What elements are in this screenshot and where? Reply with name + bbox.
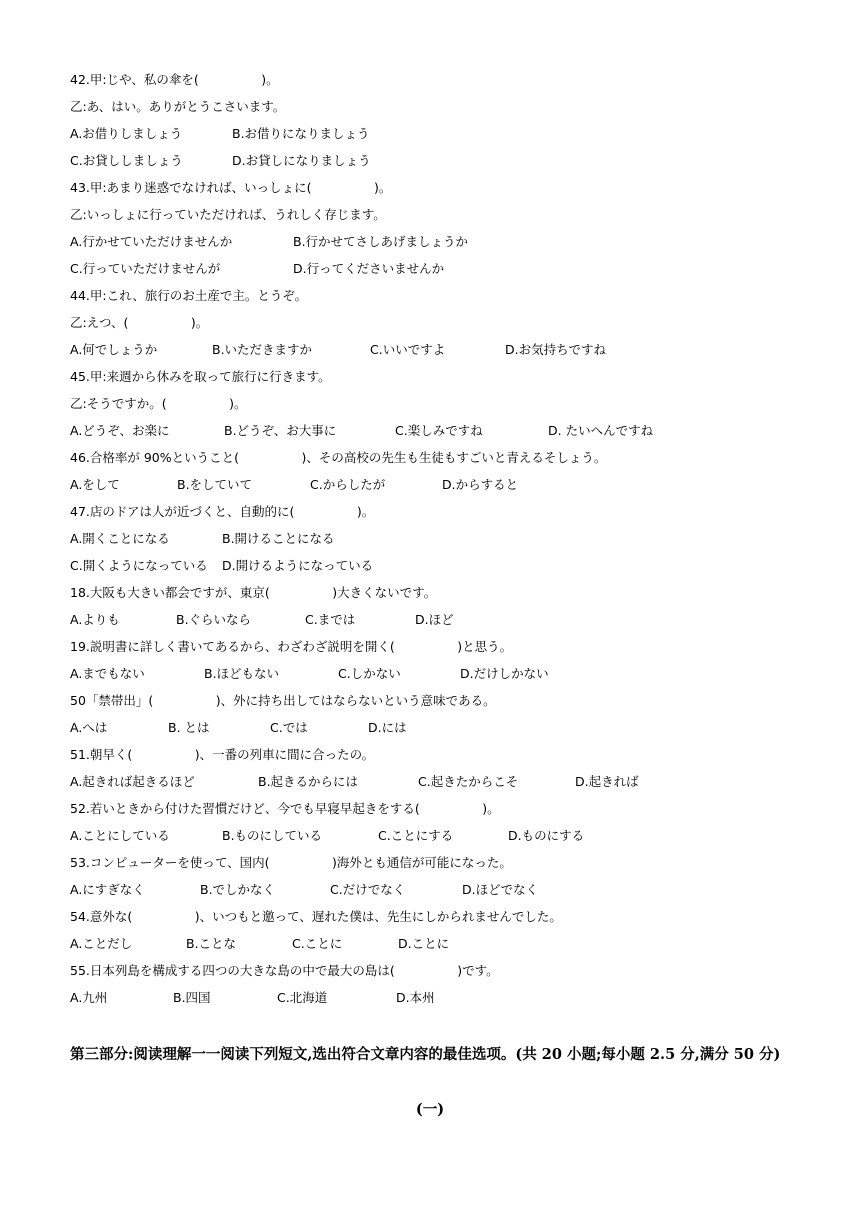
answer-option: B.どうぞ、お大事に — [224, 423, 337, 438]
answer-option: D.本州 — [396, 990, 435, 1005]
answer-option: A.ことだし — [70, 936, 133, 951]
answer-option: B.起きるからには — [258, 774, 359, 789]
answer-option: C.北海道 — [277, 990, 328, 1005]
question-stem: 43.甲:あまり迷惑でなければ、いっしょに( )。 — [70, 180, 392, 195]
answer-option: D.行ってくださいませんか — [293, 261, 445, 276]
answer-option: B.いただきますか — [212, 342, 313, 357]
answer-option: C.ことにする — [378, 828, 454, 843]
answer-option: B.でしかなく — [200, 882, 276, 897]
answer-option: D.には — [368, 720, 407, 735]
answer-option: D.だけしかない — [460, 666, 549, 681]
answer-option: A.九州 — [70, 990, 108, 1005]
answer-option: B.をしていて — [177, 477, 253, 492]
answer-option: D.からすると — [442, 477, 519, 492]
answer-option: C.起きたからこそ — [418, 774, 519, 789]
answer-option: B.ものにしている — [222, 828, 323, 843]
answer-option: C.からしたが — [310, 477, 386, 492]
answer-option: B.ことな — [186, 936, 237, 951]
answer-option: A.何でしょうか — [70, 342, 158, 357]
answer-option: C.しかない — [338, 666, 401, 681]
question-stem: 47.店のドアは人が近づくと、自動的に( )。 — [70, 504, 375, 519]
question-dialogue-line: 乙:そうですか。( )。 — [70, 396, 247, 411]
answer-option: B.行かせてさしあげましょうか — [293, 234, 469, 249]
subsection-marker: (一) — [415, 1101, 445, 1118]
question-dialogue-line: 乙:えつ、( )。 — [70, 315, 209, 330]
answer-option: C.だけでなく — [330, 882, 406, 897]
question-stem: 52.若いときから付けた習慣だけど、今でも早寝早起きをする( )。 — [70, 801, 500, 816]
answer-option: A.ことにしている — [70, 828, 170, 843]
answer-option: D.ことに — [398, 936, 450, 951]
answer-option: A.をして — [70, 477, 120, 492]
answer-option: A.までもない — [70, 666, 145, 681]
question-stem: 19.説明書に詳しく書いてあるから、わざわざ説明を開く( )と思う。 — [70, 639, 513, 654]
answer-option: A.へは — [70, 720, 108, 735]
question-stem: 51.朝早く( )、一番の列車に間に合ったの。 — [70, 747, 375, 762]
question-stem: 55.日本列島を構成する四つの大きな島の中で最大の島は( )です。 — [70, 963, 499, 978]
question-stem: 46.合格率が 90%ということ( )、その高校の先生も生徒もすごいと青えるそしょう。 — [70, 450, 607, 465]
question-stem: 18.大阪も大きい都会ですが、東京( )大きくないです。 — [70, 585, 437, 600]
section-heading: 第三部分:阅读理解一一阅读下列短文,选出符合文章内容的最佳选项。(共 20 小题;每小题 2.5 分,满分 50 分) — [70, 1046, 781, 1063]
answer-option: D. たいへんですね — [548, 423, 654, 438]
answer-option: A.よりも — [70, 612, 120, 627]
answer-option: D.お貸しになりましょう — [232, 153, 371, 168]
answer-option: D.ほどでなく — [462, 882, 539, 897]
answer-option: C.ことに — [292, 936, 343, 951]
answer-option: D.ものにする — [508, 828, 585, 843]
answer-option: D.開けるようになっている — [222, 558, 374, 573]
question-dialogue-line: 乙:いっしょに行っていただければ、うれしく存じます。 — [70, 207, 386, 222]
answer-option: B. とは — [168, 720, 210, 735]
answer-option: B.ぐらいなら — [176, 612, 252, 627]
answer-option: C.楽しみですね — [395, 423, 483, 438]
answer-option: D.起きれば — [575, 774, 639, 789]
question-stem: 50「禁帯出」( )、外に持ち出してはならないという意味である。 — [70, 693, 496, 708]
answer-option: A.起きれば起きるほど — [70, 774, 195, 789]
answer-option: A.お借りしましょう — [70, 126, 183, 141]
answer-option: C.開くようになっている — [70, 558, 208, 573]
answer-option: B.四国 — [173, 990, 211, 1005]
answer-option: D.ほど — [415, 612, 454, 627]
answer-option: A.行かせていただけませんか — [70, 234, 233, 249]
answer-option: D.お気持ちですね — [505, 342, 606, 357]
answer-option: C.いいですよ — [370, 342, 446, 357]
question-stem: 44.甲:これ、旅行のお土産で主。とうぞ。 — [70, 288, 308, 303]
answer-option: A.どうぞ、お楽に — [70, 423, 170, 438]
answer-option: C.お貸ししましょう — [70, 153, 183, 168]
question-stem: 54.意外な( )、いつもと邀って、遅れた僕は、先生にしかられませんでした。 — [70, 909, 562, 924]
question-stem: 42.甲:じや、私の傘を( )。 — [70, 72, 279, 87]
answer-option: A.にすぎなく — [70, 882, 145, 897]
question-stem: 53.コンピューターを使って、国内( )海外とも通信が可能になった。 — [70, 855, 512, 870]
answer-option: B.開けることになる — [222, 531, 335, 546]
question-stem: 45.甲:来週から休みを取って旅行に行きます。 — [70, 369, 331, 384]
answer-option: C.では — [270, 720, 308, 735]
answer-option: C.までは — [305, 612, 356, 627]
question-dialogue-line: 乙:あ、はい。ありがとうこさいます。 — [70, 99, 286, 114]
answer-option: A.開くことになる — [70, 531, 170, 546]
answer-option: C.行っていただけませんが — [70, 261, 221, 276]
answer-option: B.お借りになりましょう — [232, 126, 370, 141]
answer-option: B.ほどもない — [204, 666, 280, 681]
